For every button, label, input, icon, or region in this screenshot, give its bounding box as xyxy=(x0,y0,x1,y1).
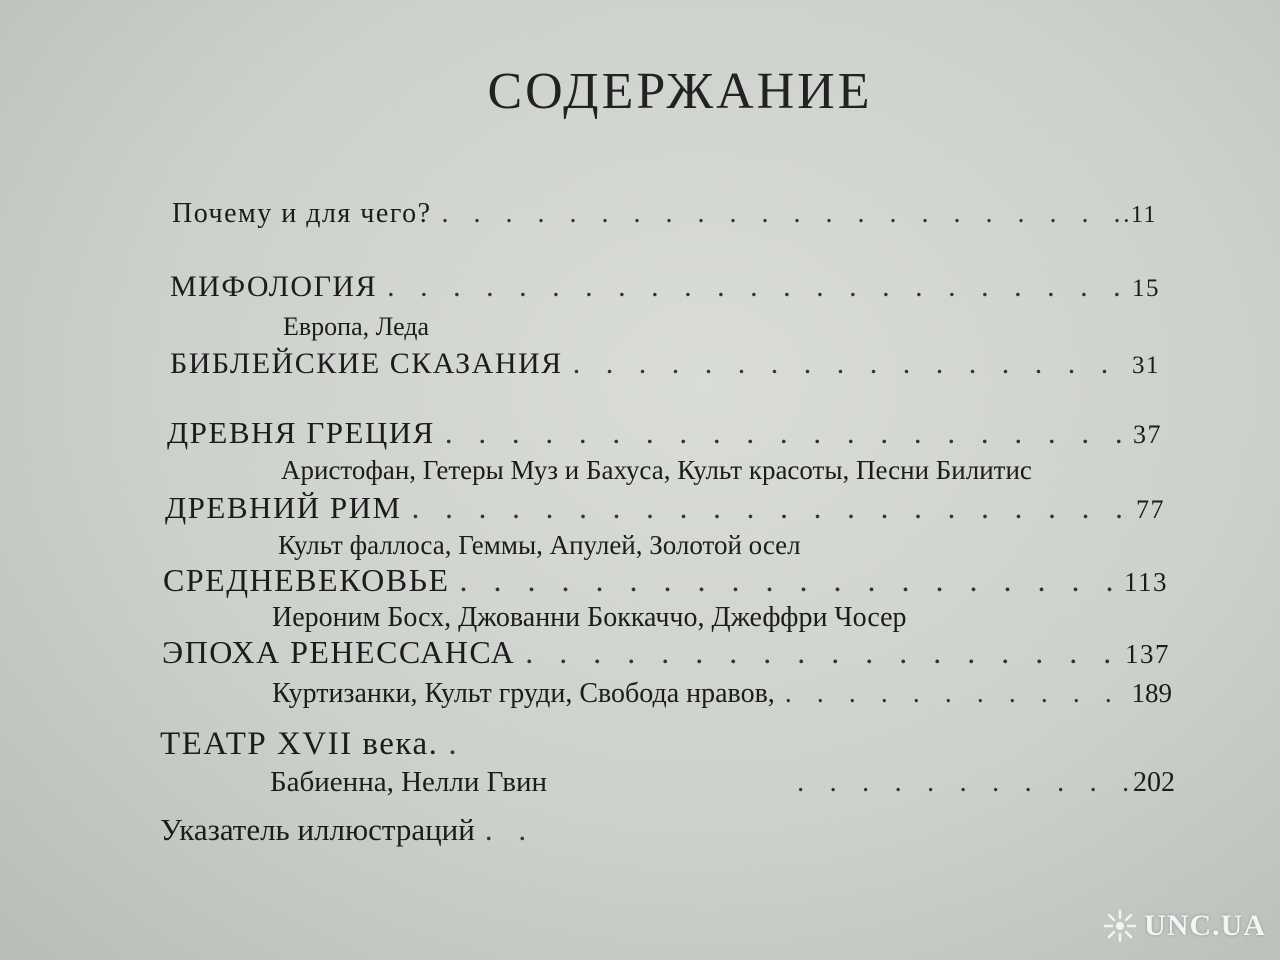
toc-entry-theatre[interactable] xyxy=(160,726,478,763)
toc-leader-dots xyxy=(785,678,1128,710)
toc-entry-label: ДРЕВНИЙ РИМ xyxy=(165,490,402,525)
toc-leader-dots xyxy=(412,490,1132,526)
toc-entry-mythology[interactable] xyxy=(170,270,1160,304)
toc-subentry: Культ фаллоса, Геммы, Апулей, Золотой осел xyxy=(278,530,801,560)
toc-leader-dots xyxy=(387,270,1128,304)
toc-entry-label: ТЕАТР XVII века. xyxy=(160,726,439,762)
toc-leader-dots xyxy=(442,198,1120,230)
toc-entry-label: Бабиенна, Нелли Гвин xyxy=(270,766,548,798)
toc-entry-label: БИБЛЕЙСКИЕ СКАЗАНИЯ xyxy=(170,347,563,380)
toc-leader-dots xyxy=(573,347,1128,381)
toc-leader-dots xyxy=(459,562,1120,599)
toc-leader-dots xyxy=(445,415,1129,451)
toc-page-number: 15 xyxy=(1132,275,1160,302)
toc-subentry: Европа, Леда xyxy=(283,312,430,341)
watermark-text: UNC.UA xyxy=(1144,909,1266,942)
toc-page-number: 113 xyxy=(1124,567,1168,597)
toc-entry-label: Указатель иллюстраций xyxy=(160,812,475,847)
toc-entry-label: МИФОЛОГИЯ xyxy=(170,270,378,303)
page-title: СОДЕРЖАНИЕ xyxy=(487,63,873,120)
toc-entry-label: Куртизанки, Культ груди, Свобода нравов, xyxy=(272,678,775,709)
toc-subentry: Аристофан, Гетеры Муз и Бахуса, Культ красоты, Песни Билитис xyxy=(281,455,1032,485)
toc-page-number: 202 xyxy=(1133,767,1175,798)
toc-entry-intro[interactable] xyxy=(172,198,1157,230)
toc-subentry-with-page[interactable] xyxy=(270,766,1175,799)
toc-leader-dots xyxy=(448,726,474,763)
toc-entry-label: Почему и для чего? xyxy=(172,198,432,229)
watermark xyxy=(1102,908,1266,944)
toc-entry-label: ДРЕВНЯ ГРЕЦИЯ xyxy=(167,415,435,450)
toc-entry-label: ЭПОХА РЕНЕССАНСА xyxy=(162,634,516,670)
toc-entry-greece[interactable] xyxy=(167,415,1162,451)
toc-page-number: 77 xyxy=(1136,495,1165,524)
toc-entry-illustrations[interactable] xyxy=(160,812,550,848)
starburst-logo-icon xyxy=(1102,908,1138,944)
toc-page-number: .11 xyxy=(1123,202,1157,228)
toc-entry-label: СРЕДНЕВЕКОВЬЕ xyxy=(163,562,450,598)
toc-entry-bible[interactable] xyxy=(170,347,1160,381)
toc-leader-dots xyxy=(797,766,1129,799)
toc-entry-middle-ages[interactable] xyxy=(163,562,1168,599)
toc-entry-rome[interactable] xyxy=(165,490,1165,526)
toc-subentry-with-page[interactable] xyxy=(272,678,1172,710)
toc-page-number: 137 xyxy=(1125,639,1170,669)
toc-entry-renaissance[interactable] xyxy=(162,634,1170,671)
toc-page-number: 31 xyxy=(1132,352,1160,379)
toc-page-number: 37 xyxy=(1133,420,1162,449)
toc-leader-dots xyxy=(525,634,1121,671)
toc-page-number: 189 xyxy=(1131,678,1172,708)
toc-subentry: Иероним Босх, Джованни Боккаччо, Джеффри Чосер xyxy=(272,602,907,633)
toc-leader-dots xyxy=(485,812,546,848)
